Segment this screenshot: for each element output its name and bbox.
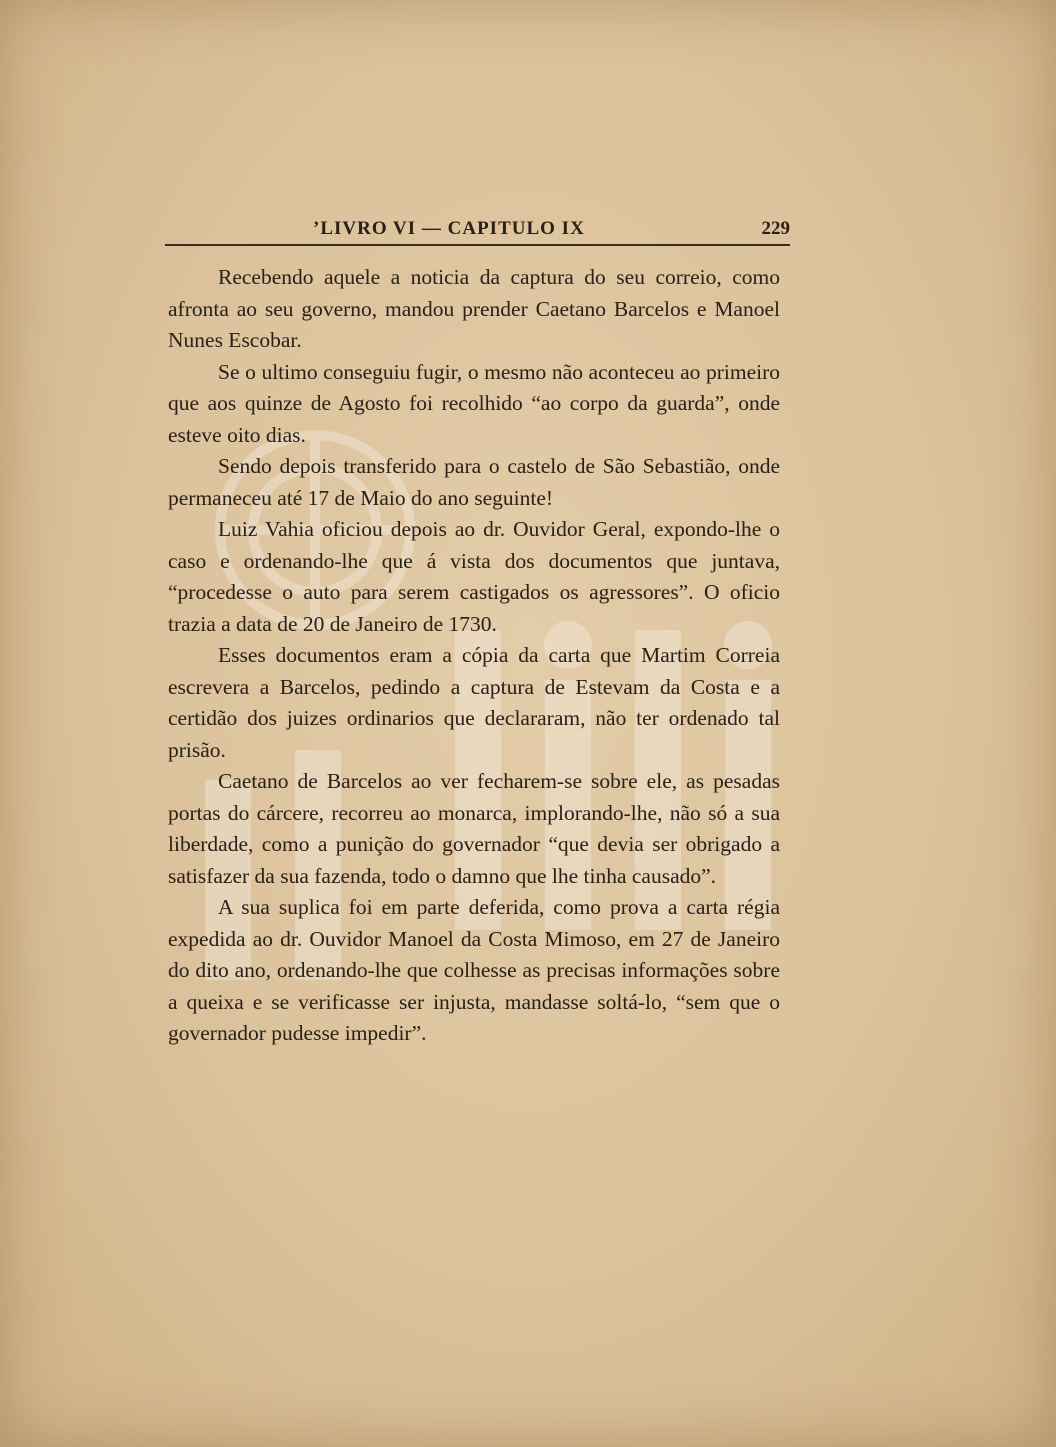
- running-title: ’LIVRO VI — CAPITULO IX: [313, 218, 585, 239]
- paragraph: A sua suplica foi em parte deferida, como prova a carta régia expedida ao dr. Ouvidor Manoel da Costa Mimoso, em 27 de Janeiro do dito ano, ordenando-lhe que colhesse as precisas informações sobre a queixa e se verificasse ser injusta, mandasse soltá-lo, “sem que o governador pudesse impedir”.: [168, 895, 780, 1045]
- paragraph: Sendo depois transferido para o castelo de São Sebastião, onde permaneceu até 17 de Maio do ano seguinte!: [168, 454, 780, 510]
- page-number: 229: [761, 218, 790, 239]
- body-text: [168, 262, 780, 1050]
- paragraph: Recebendo aquele a noticia da captura do seu correio, como afronta ao seu governo, mandou prender Caetano Barcelos e Manoel Nunes Escobar.: [168, 265, 780, 352]
- paragraph: Luiz Vahia oficiou depois ao dr. Ouvidor Geral, expondo-lhe o caso e ordenando-lhe que á vista dos documentos que juntava, “procedesse o auto para serem castigados os agressores”. O oficio trazia a data de 20 de Janeiro de 1730.: [168, 517, 780, 636]
- paragraph: Caetano de Barcelos ao ver fecharem-se sobre ele, as pesadas portas do cárcere, recorreu ao monarca, implorando-lhe, não só a sua liberdade, como a punição do governador “que devia ser obrigado a satisfazer da sua fazenda, todo o damno que lhe tinha causado”.: [168, 769, 780, 888]
- running-header: [165, 214, 790, 246]
- paragraph: Esses documentos eram a cópia da carta que Martim Correia escrevera a Barcelos, pedindo a captura de Estevam da Costa e a certidão dos juizes ordinarios que declararam, não ter ordenado tal prisão.: [168, 643, 780, 762]
- paragraph: Se o ultimo conseguiu fugir, o mesmo não aconteceu ao primeiro que aos quinze de Agosto foi recolhido “ao corpo da guarda”, onde esteve oito dias.: [168, 359, 780, 447]
